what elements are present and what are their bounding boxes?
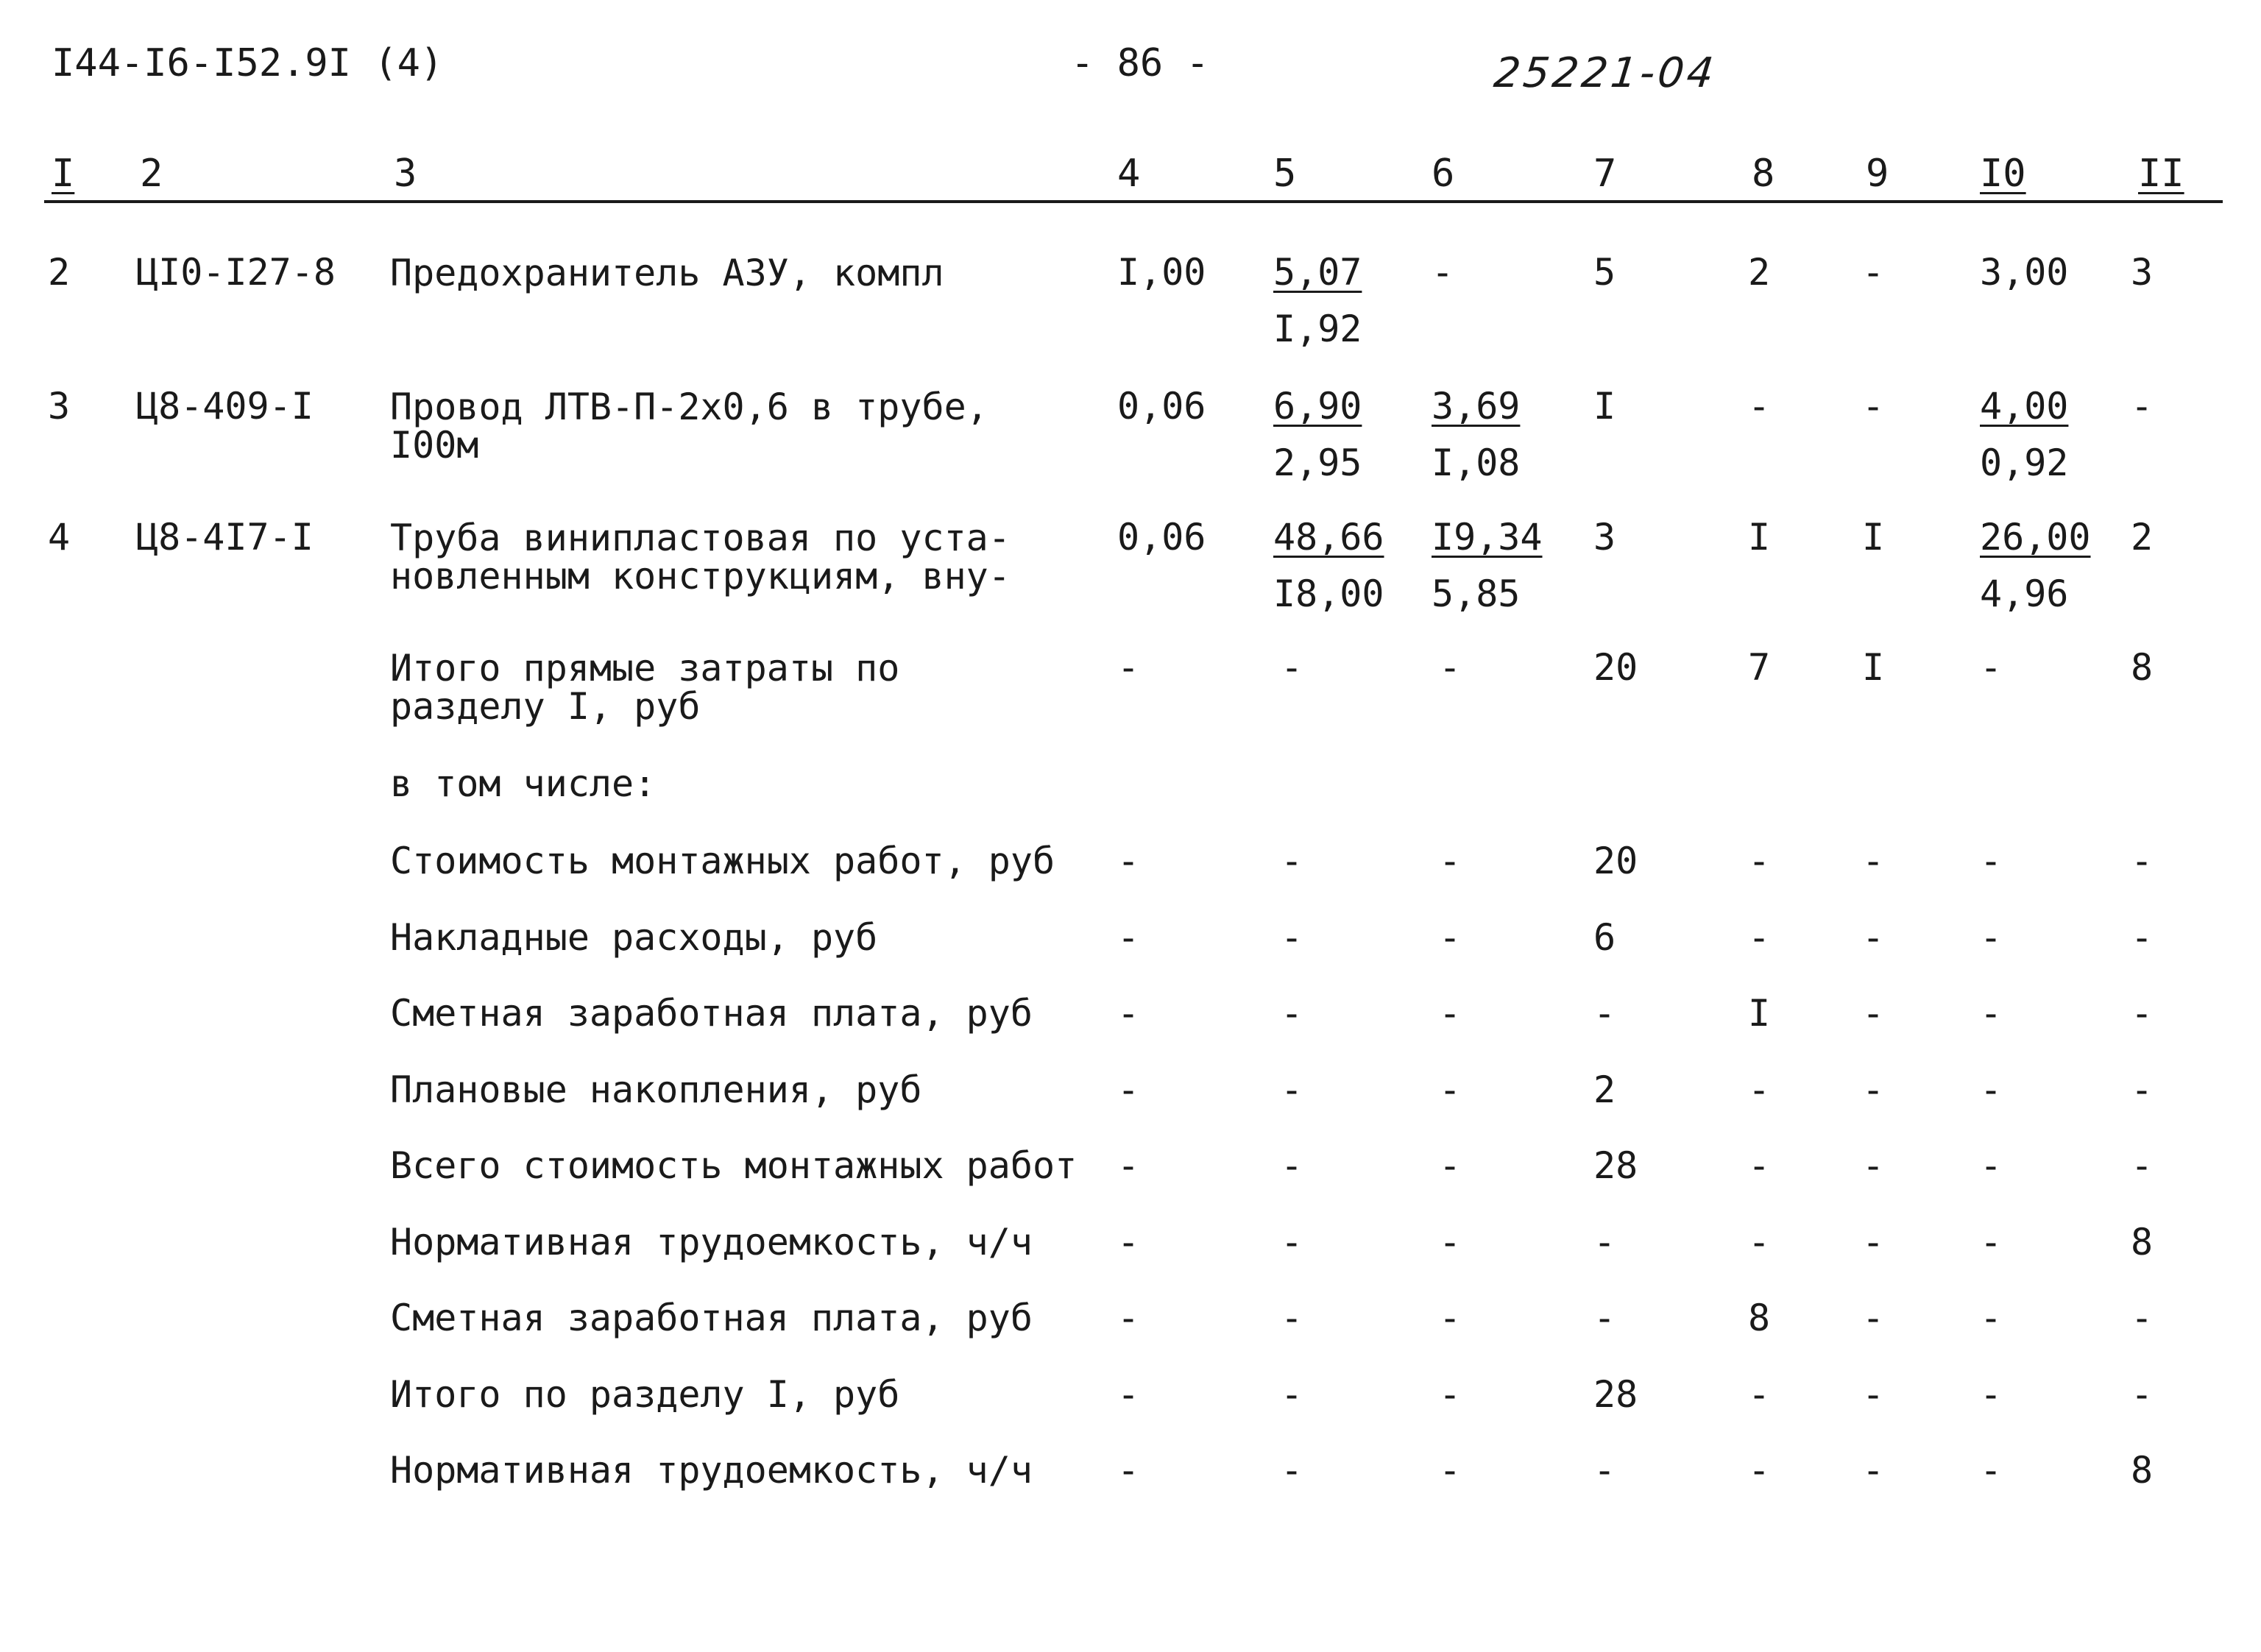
cell-col-7: I: [1593, 385, 1616, 428]
cell-col-6: -: [1439, 1068, 1462, 1111]
cell-col-9: I: [1862, 516, 1885, 559]
cell-col-10: -: [1980, 646, 2003, 689]
column-header-3: 3: [394, 152, 417, 196]
cell-col-4: I,00: [1117, 251, 1206, 294]
cell-col-10-top: 26,00: [1980, 516, 2091, 559]
cell-col-5: -: [1281, 1144, 1303, 1187]
cell-col-6-bottom: I,08: [1432, 442, 1521, 484]
cell-col-10: -: [1980, 1144, 2003, 1187]
page-number: - 86 -: [1071, 41, 1209, 85]
cell-col-7: -: [1593, 1297, 1616, 1339]
column-header-2: 2: [140, 152, 163, 196]
cell-col-7: -: [1593, 992, 1616, 1035]
cell-col-11: -: [2131, 1373, 2154, 1416]
cell-col-4: -: [1117, 1297, 1140, 1339]
cell-col-5: -: [1281, 1373, 1303, 1416]
cell-col-9: -: [1862, 1297, 1885, 1339]
cell-col-8: 7: [1748, 646, 1771, 689]
cell-col-4: -: [1117, 1373, 1140, 1416]
cell-col-7: 28: [1593, 1373, 1638, 1416]
cell-col-8: -: [1748, 1221, 1771, 1263]
cell-col-5: -: [1281, 1221, 1303, 1263]
cell-col-10-bottom: 0,92: [1980, 442, 2069, 484]
cell-col-5-bottom: I8,00: [1273, 572, 1384, 615]
cell-col-5: -: [1281, 1068, 1303, 1111]
cell-col-11: 8: [2131, 1449, 2154, 1492]
cell-col-7: 20: [1593, 840, 1638, 882]
summary-row-label: Сметная заработная плата, руб: [390, 1297, 1033, 1339]
cell-col-11: -: [2131, 916, 2154, 959]
summary-label-line-1: Итого прямые затраты по: [390, 647, 900, 689]
cell-col-11: -: [2131, 1144, 2154, 1187]
row-description-line-1: Провод ЛТВ-П-2х0,6 в трубе,: [390, 386, 988, 428]
column-header-1: I: [52, 152, 75, 196]
row-number: 4: [48, 516, 71, 559]
summary-row-label: Накладные расходы, руб: [390, 916, 878, 959]
column-header-7: 7: [1593, 152, 1617, 196]
cell-col-9: -: [1862, 385, 1885, 428]
cell-col-10-bottom: 4,96: [1980, 572, 2069, 615]
cell-col-8: -: [1748, 1373, 1771, 1416]
cell-col-11: -: [2131, 385, 2154, 428]
cell-col-8: -: [1748, 1144, 1771, 1187]
cell-col-4: -: [1117, 916, 1140, 959]
header-rule: [44, 200, 2223, 203]
cell-col-5-top: 5,07: [1273, 251, 1362, 294]
cell-col-5: -: [1281, 646, 1303, 689]
column-header-10: I0: [1980, 152, 2026, 196]
cell-col-6-top: I9,34: [1432, 516, 1543, 559]
cell-col-9: -: [1862, 992, 1885, 1035]
cell-col-11: 8: [2131, 646, 2154, 689]
cell-col-6-top: -: [1432, 251, 1454, 294]
cell-col-9: -: [1862, 1068, 1885, 1111]
cell-col-10: -: [1980, 992, 2003, 1035]
cell-col-5: -: [1281, 1449, 1303, 1492]
cell-col-8: I: [1748, 992, 1771, 1035]
cell-col-4: 0,06: [1117, 516, 1206, 559]
summary-row-label: Плановые накопления, руб: [390, 1068, 922, 1111]
cell-col-4: -: [1117, 1144, 1140, 1187]
cell-col-6: -: [1439, 1373, 1462, 1416]
cell-col-11: 3: [2131, 251, 2154, 294]
cell-col-6: -: [1439, 916, 1462, 959]
cell-col-9: I: [1862, 646, 1885, 689]
column-header-5: 5: [1273, 152, 1297, 196]
cell-col-7: -: [1593, 1449, 1616, 1492]
cell-col-11: -: [2131, 992, 2154, 1035]
cell-col-11: 8: [2131, 1221, 2154, 1263]
cell-col-4: -: [1117, 840, 1140, 882]
cell-col-6: -: [1439, 1297, 1462, 1339]
cell-col-10-top: 3,00: [1980, 251, 2069, 294]
cell-col-6: -: [1439, 1221, 1462, 1263]
including-label: в том числе:: [390, 762, 657, 805]
cell-col-4: -: [1117, 1221, 1140, 1263]
cell-col-8: -: [1748, 385, 1771, 428]
cell-col-4: -: [1117, 1068, 1140, 1111]
cell-col-5-bottom: I,92: [1273, 308, 1362, 350]
handwritten-stamp: 25221-04: [1491, 49, 1719, 97]
row-code: ЦI0-I27-8: [136, 251, 336, 294]
column-header-9: 9: [1866, 152, 1889, 196]
cell-col-7: 2: [1593, 1068, 1616, 1111]
summary-row-label: Сметная заработная плата, руб: [390, 992, 1033, 1035]
row-description-line-1: Труба винипластовая по уста-: [390, 517, 1011, 559]
cell-col-5: -: [1281, 916, 1303, 959]
cell-col-8: -: [1748, 1068, 1771, 1111]
cell-col-7: 20: [1593, 646, 1638, 689]
cell-col-5: -: [1281, 1297, 1303, 1339]
cell-col-5: -: [1281, 992, 1303, 1035]
cell-col-10: -: [1980, 1297, 2003, 1339]
cell-col-6: -: [1439, 840, 1462, 882]
cell-col-6: -: [1439, 1144, 1462, 1187]
cell-col-5-top: 6,90: [1273, 385, 1362, 428]
cell-col-10: -: [1980, 1373, 2003, 1416]
cell-col-5-top: 48,66: [1273, 516, 1384, 559]
row-number: 2: [48, 251, 71, 294]
cell-col-9: -: [1862, 1449, 1885, 1492]
cell-col-7: 3: [1593, 516, 1616, 559]
cell-col-11: -: [2131, 1297, 2154, 1339]
cell-col-6: -: [1439, 1449, 1462, 1492]
cell-col-9: -: [1862, 1221, 1885, 1263]
cell-col-7: 28: [1593, 1144, 1638, 1187]
cell-col-6: -: [1439, 992, 1462, 1035]
cell-col-7: 5: [1593, 251, 1616, 294]
row-code: Ц8-4I7-I: [136, 516, 314, 559]
cell-col-10: -: [1980, 1221, 2003, 1263]
cell-col-8: -: [1748, 1449, 1771, 1492]
cell-col-6-bottom: 5,85: [1432, 572, 1521, 615]
cell-col-5-bottom: 2,95: [1273, 442, 1362, 484]
summary-row-label: Нормативная трудоемкость, ч/ч: [390, 1221, 1033, 1263]
summary-label-line-2: разделу I, руб: [390, 685, 701, 728]
row-number: 3: [48, 385, 71, 428]
column-header-6: 6: [1432, 152, 1455, 196]
cell-col-9: -: [1862, 251, 1885, 294]
cell-col-11: -: [2131, 1068, 2154, 1111]
cell-col-7: 6: [1593, 916, 1616, 959]
column-header-8: 8: [1752, 152, 1775, 196]
cell-col-10: -: [1980, 840, 2003, 882]
cell-col-8: 2: [1748, 251, 1771, 294]
cell-col-8: I: [1748, 516, 1771, 559]
document-code: I44-I6-I52.9I (4): [52, 41, 444, 85]
cell-col-4: -: [1117, 1449, 1140, 1492]
cell-col-9: -: [1862, 840, 1885, 882]
cell-col-8: 8: [1748, 1297, 1771, 1339]
cell-col-9: -: [1862, 916, 1885, 959]
cell-col-8: -: [1748, 916, 1771, 959]
summary-row-label: Всего стоимость монтажных работ: [390, 1144, 1078, 1187]
cell-col-10: -: [1980, 916, 2003, 959]
row-description-line-2: I00м: [390, 424, 479, 467]
row-description: Предохранитель АЗУ, компл: [390, 252, 944, 294]
cell-col-11: -: [2131, 840, 2154, 882]
cell-col-11: 2: [2131, 516, 2154, 559]
cell-col-10: -: [1980, 1068, 2003, 1111]
cell-col-8: -: [1748, 840, 1771, 882]
cell-col-10-top: 4,00: [1980, 385, 2069, 428]
column-header-11: II: [2138, 152, 2184, 196]
row-description-line-2: новленным конструкциям, вну-: [390, 555, 1011, 598]
summary-row-label: Итого по разделу I, руб: [390, 1373, 900, 1416]
cell-col-6-top: 3,69: [1432, 385, 1521, 428]
summary-row-label: Нормативная трудоемкость, ч/ч: [390, 1449, 1033, 1492]
cell-col-4: 0,06: [1117, 385, 1206, 428]
row-code: Ц8-409-I: [136, 385, 314, 428]
cell-col-10: -: [1980, 1449, 2003, 1492]
cell-col-9: -: [1862, 1144, 1885, 1187]
cell-col-4: -: [1117, 992, 1140, 1035]
cell-col-7: -: [1593, 1221, 1616, 1263]
cell-col-9: -: [1862, 1373, 1885, 1416]
cell-col-4: -: [1117, 646, 1140, 689]
summary-row-label: Стоимость монтажных работ, руб: [390, 840, 1055, 882]
column-header-4: 4: [1117, 152, 1141, 196]
cell-col-5: -: [1281, 840, 1303, 882]
cell-col-6: -: [1439, 646, 1462, 689]
